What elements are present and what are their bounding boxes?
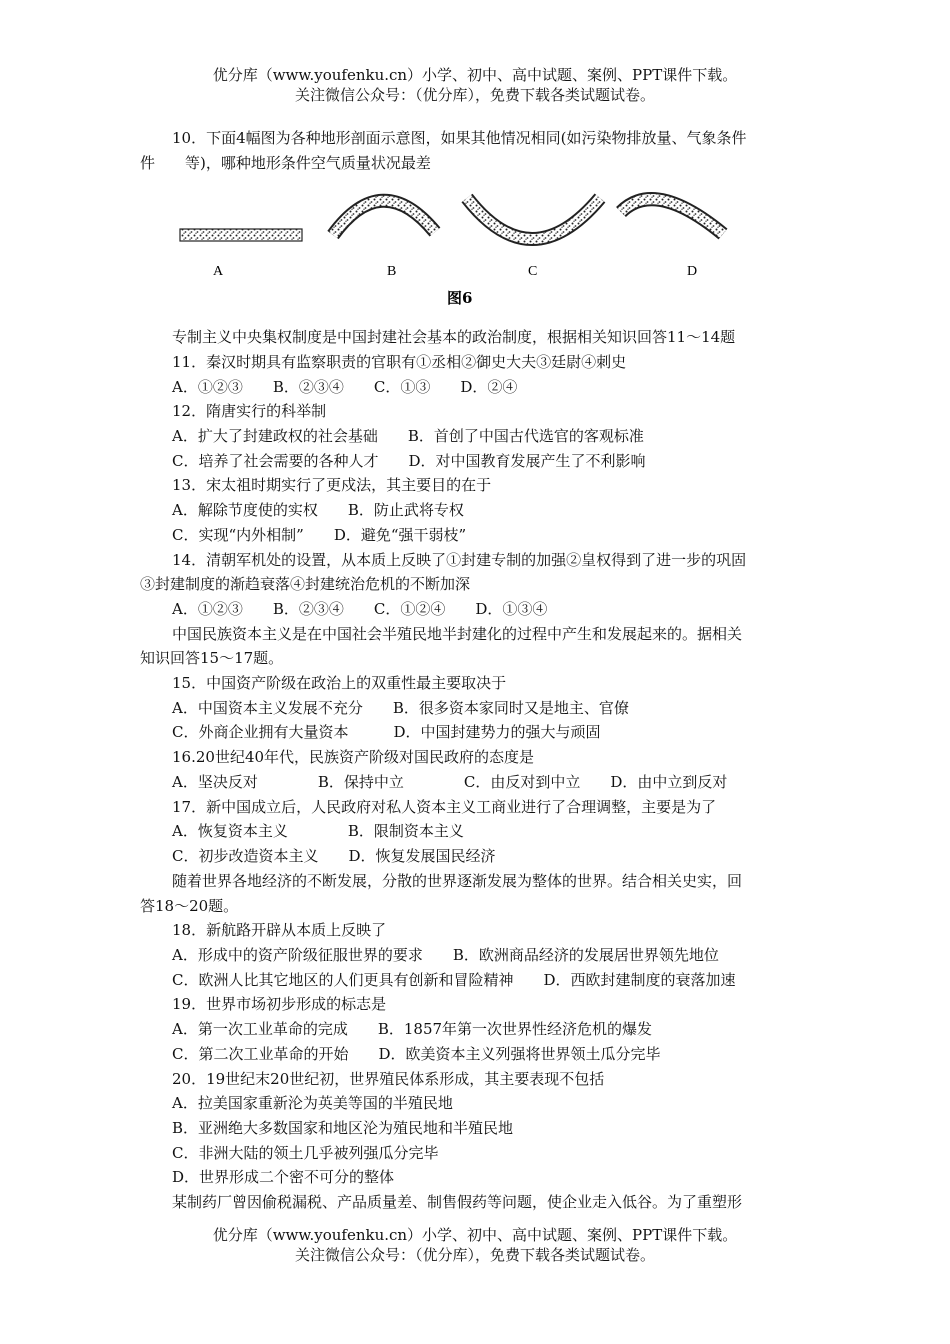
question-12-options-ab: A．扩大了封建政权的社会基础 B．首创了中国古代选官的客观标准 bbox=[172, 427, 644, 445]
question-14: 14．清朝军机处的设置，从本质上反映了①封建专制的加强②皇权得到了进一步的巩固 bbox=[172, 551, 747, 569]
question-13: 13．宋太祖时期实行了更戍法，其主要目的在于 bbox=[172, 476, 492, 494]
footer-line-1: 优分库（www.youfenku.cn）小学、初中、高中试题、案例、PPT课件下载。 bbox=[212, 1226, 738, 1244]
question-11-options: A．①②③ B．②③④ C．①③ D．②④ bbox=[172, 378, 518, 396]
question-16: 16.20世纪40年代，民族资产阶级对国民政府的态度是 bbox=[172, 748, 535, 766]
question-13-options-ab: A．解除节度使的实权 B．防止武将专权 bbox=[172, 501, 464, 519]
question-17-options-cd: C．初步改造资本主义 D．恢复发展国民经济 bbox=[172, 847, 496, 865]
section-intro-next: 某制药厂曾因偷税漏税、产品质量差、制售假药等问题，使企业走入低谷。为了重塑形 bbox=[172, 1193, 743, 1211]
question-16-options: A．坚决反对 B．保持中立 C．由反对到中立 D．由中立到反对 bbox=[172, 773, 728, 791]
question-18: 18．新航路开辟从本质上反映了 bbox=[172, 921, 387, 939]
question-15-options-ab: A．中国资本主义发展不充分 B．很多资本家同时又是地主、官僚 bbox=[172, 699, 629, 717]
terrain-profile-a bbox=[180, 229, 302, 241]
question-19: 19．世界市场初步形成的标志是 bbox=[172, 995, 387, 1013]
section-intro-18-20: 随着世界各地经济的不断发展，分散的世界逐渐发展为整体的世界。结合相关史实，回 bbox=[172, 872, 743, 890]
question-19-options-cd: C．第二次工业革命的开始 D．欧美资本主义列强将世界领土瓜分完毕 bbox=[172, 1045, 661, 1063]
question-20-option-c: C．非洲大陆的领土几乎被列强瓜分完毕 bbox=[172, 1144, 439, 1162]
question-18-options-cd: C．欧洲人比其它地区的人们更具有创新和冒险精神 D．西欧封建制度的衰落加速 bbox=[172, 971, 736, 989]
question-17-options-ab: A．恢复资本主义 B．限制资本主义 bbox=[172, 822, 464, 840]
question-14-line-2: ③封建制度的渐趋衰落④封建统治危机的不断加深 bbox=[140, 575, 471, 593]
question-20: 20．19世纪末20世纪初，世界殖民体系形成，其主要表现不包括 bbox=[172, 1070, 605, 1088]
question-10-line-1: 10．下面4幅图为各种地形剖面示意图，如果其他情况相同(如污染物排放量、气象条件 bbox=[172, 129, 747, 147]
question-13-options-cd: C．实现“内外相制” D．避免“强干弱枝” bbox=[172, 526, 467, 544]
terrain-profile-b bbox=[333, 201, 435, 235]
terrain-profile-c bbox=[467, 198, 600, 239]
terrain-profile-figure bbox=[175, 180, 735, 310]
question-10-line-2: 件 等)，哪种地形条件空气质量状况最差 bbox=[140, 154, 431, 172]
question-12: 12．隋唐实行的科举制 bbox=[172, 402, 327, 420]
question-19-options-ab: A．第一次工业革命的完成 B．1857年第一次世界性经济危机的爆发 bbox=[172, 1020, 653, 1038]
question-12-options-cd: C．培养了社会需要的各种人才 D．对中国教育发展产生了不利影响 bbox=[172, 452, 646, 470]
section-intro-18-20-line-2: 答18～20题。 bbox=[140, 897, 239, 915]
question-18-options-ab: A．形成中的资产阶级征服世界的要求 B．欧洲商品经济的发展居世界领先地位 bbox=[172, 946, 719, 964]
terrain-profile-d bbox=[621, 199, 723, 234]
figure-caption: 图6 bbox=[447, 289, 473, 307]
question-20-option-a: A．拉美国家重新沦为英美等国的半殖民地 bbox=[172, 1094, 453, 1112]
question-15: 15．中国资产阶级在政治上的双重性最主要取决于 bbox=[172, 674, 507, 692]
figure-label-c: C bbox=[528, 264, 538, 279]
question-20-option-b: B．亚洲绝大多数国家和地区沦为殖民地和半殖民地 bbox=[172, 1119, 514, 1137]
question-17: 17．新中国成立后，人民政府对私人资本主义工商业进行了合理调整，主要是为了 bbox=[172, 798, 717, 816]
question-15-options-cd: C．外商企业拥有大量资本 D．中国封建势力的强大与顽固 bbox=[172, 723, 601, 741]
question-14-options: A．①②③ B．②③④ C．①②④ D．①③④ bbox=[172, 600, 548, 618]
figure-label-b: B bbox=[387, 264, 397, 279]
header-line-1: 优分库（www.youfenku.cn）小学、初中、高中试题、案例、PPT课件下载。 bbox=[212, 66, 738, 84]
question-11: 11．秦汉时期具有监察职责的官职有①丞相②御史大夫③廷尉④刺史 bbox=[172, 353, 627, 371]
figure-label-a: A bbox=[213, 264, 224, 279]
section-intro-11-14: 专制主义中央集权制度是中国封建社会基本的政治制度，根据相关知识回答11～14题 bbox=[172, 328, 736, 346]
footer-line-2: 关注微信公众号：（优分库），免费下载各类试题试卷。 bbox=[294, 1246, 655, 1264]
question-20-option-d: D．世界形成二个密不可分的整体 bbox=[172, 1168, 395, 1186]
section-intro-15-17-line-2: 知识回答15～17题。 bbox=[140, 649, 284, 667]
figure-label-d: D bbox=[687, 264, 698, 279]
section-intro-15-17: 中国民族资本主义是在中国社会半殖民地半封建化的过程中产生和发展起来的。据相关 bbox=[172, 625, 743, 643]
header-line-2: 关注微信公众号：（优分库），免费下载各类试题试卷。 bbox=[294, 86, 655, 104]
